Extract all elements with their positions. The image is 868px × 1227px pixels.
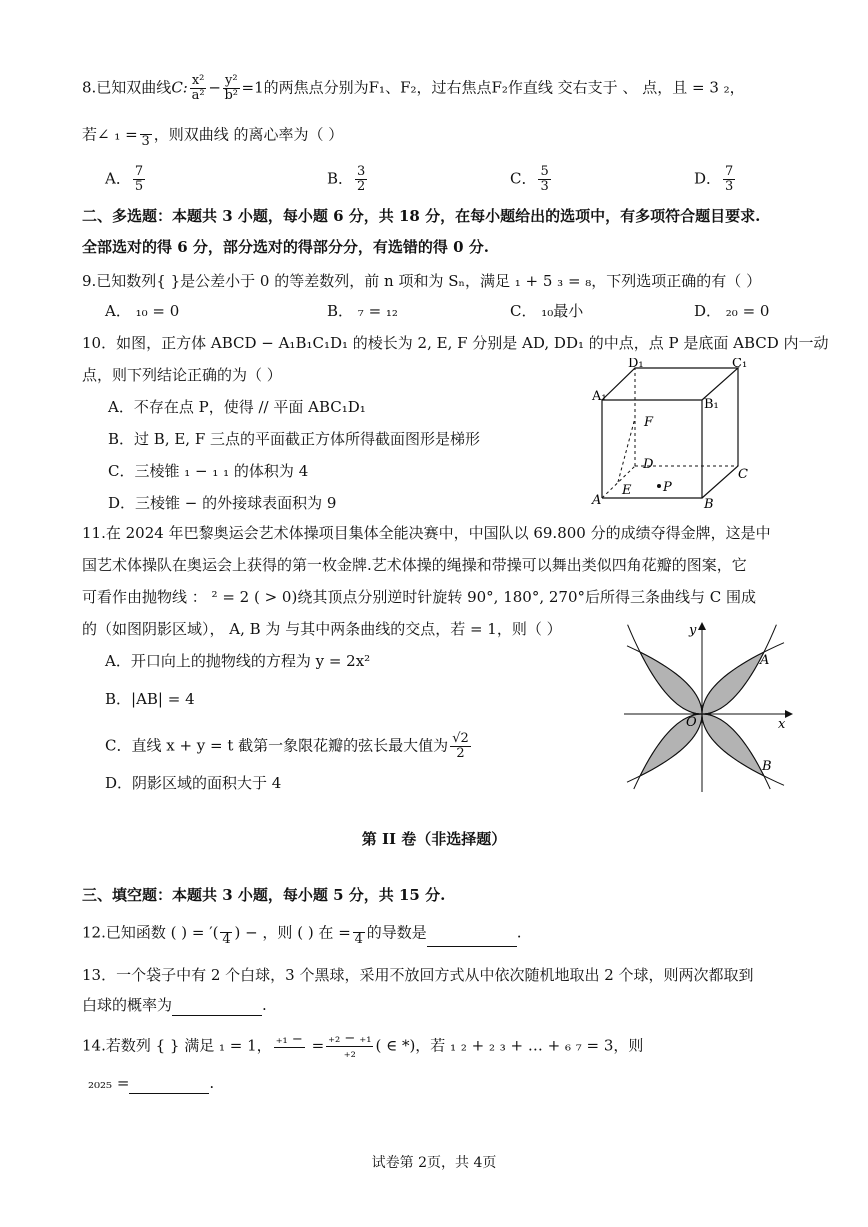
q8-option-b-num: 3 bbox=[357, 164, 366, 179]
q8-line2-b: ，则双曲线 的离心率为（ ） bbox=[153, 125, 344, 144]
cube-label-f: F bbox=[644, 415, 654, 430]
q8-option-b-label: B． bbox=[327, 169, 354, 188]
q14-line1 bbox=[82, 1032, 643, 1061]
q11-option-c-num: √2 bbox=[452, 731, 469, 746]
cube-label-c: C bbox=[738, 467, 748, 482]
cube-label-d: D bbox=[643, 457, 654, 472]
q8-option-c-label: C． bbox=[510, 169, 537, 188]
q12-line bbox=[82, 920, 522, 947]
q12-answer-blank[interactable] bbox=[427, 930, 517, 947]
cube-label-d1: D₁ bbox=[628, 358, 644, 371]
q14-text-b: = bbox=[306, 1036, 325, 1055]
q8-frac-x-den: a² bbox=[191, 88, 205, 103]
cube-top-face bbox=[602, 368, 738, 400]
q14-text-a: 14.若数列 { } 满足 ₁ = 1， bbox=[82, 1036, 272, 1055]
y-axis-arrow-icon bbox=[698, 622, 706, 630]
q8-line2 bbox=[82, 122, 343, 149]
q9-option-d[interactable]: D． ₂₀ = 0 bbox=[694, 302, 770, 320]
q8-option-a-label: A． bbox=[105, 169, 131, 188]
q8-option-c-den: 3 bbox=[540, 179, 549, 194]
part2-title: 第 II 卷（非选择题） bbox=[361, 830, 507, 848]
cube-label-c1: C₁ bbox=[732, 358, 748, 371]
q8-frac-x-num: x² bbox=[191, 73, 205, 88]
cube-label-a: A bbox=[592, 493, 602, 508]
flower-label-a: A bbox=[760, 653, 770, 668]
q8-frac-x bbox=[190, 74, 207, 103]
q14-answer-blank[interactable] bbox=[129, 1077, 209, 1094]
flower-label-b: B bbox=[762, 759, 772, 774]
q8-line2-a: 若∠ ₁ = bbox=[82, 125, 138, 144]
q12-frac2-den: 4 bbox=[354, 932, 363, 947]
q10-option-b[interactable]: B．过 B, E, F 三点的平面截正方体所得截面图形是梯形 bbox=[108, 430, 481, 448]
section2-line2: 全部选对的得 6 分，部分选对的得部分分，有选错的得 0 分. bbox=[82, 238, 489, 256]
q8-option-b-frac bbox=[355, 165, 367, 194]
q11-option-c-text: C．直线 x + y = t 截第一象限花瓣的弦长最大值为 bbox=[105, 736, 449, 755]
cube-figure bbox=[590, 358, 760, 510]
q11-option-c[interactable] bbox=[105, 732, 473, 761]
cube-label-e: E bbox=[622, 483, 632, 498]
cube-point-p bbox=[657, 484, 661, 488]
q14-end: . bbox=[209, 1074, 215, 1092]
q13-answer-blank[interactable] bbox=[172, 999, 262, 1016]
q12-text-b: ) − ，则 ( ) 在 = bbox=[234, 923, 351, 942]
q14-text-line2: ₂₀₂₅ = bbox=[88, 1074, 130, 1092]
q8-option-a-den: 5 bbox=[134, 179, 144, 194]
q12-frac1-den: 4 bbox=[222, 932, 231, 947]
q14-frac2 bbox=[326, 1032, 373, 1061]
q8-frac-y-den: b² bbox=[224, 88, 239, 103]
q8-text-rest: =1的两焦点分别为F₁、F₂，过右焦点F₂作直线 交右支于 、 点，且 = 3 ₂， bbox=[241, 78, 745, 97]
q9-option-a[interactable]: A． ₁₀ = 0 bbox=[105, 302, 180, 320]
q11-option-a[interactable]: A．开口向上的抛物线的方程为 y = 2x² bbox=[105, 652, 371, 670]
q8-option-d-den: 3 bbox=[725, 179, 734, 194]
q8-option-c[interactable] bbox=[510, 165, 553, 194]
q13-text: 白球的概率为 bbox=[82, 996, 173, 1014]
q11-option-c-den: 2 bbox=[456, 746, 465, 761]
cube-segment-e-f bbox=[618, 418, 635, 482]
q14-frac2-den: ₊₂ bbox=[343, 1046, 356, 1061]
flower-label-o: O bbox=[686, 715, 697, 730]
q8-minus: − bbox=[208, 78, 221, 97]
q11-stem-line1: 11.在 2024 年巴黎奥运会艺术体操项目集体全能决赛中，中国队以 69.800 分的成绩夺得金牌，这是中 bbox=[82, 524, 771, 542]
cube-label-p: P bbox=[663, 480, 672, 495]
q8-frac-y bbox=[223, 74, 240, 103]
q14-frac1 bbox=[274, 1033, 305, 1060]
q14-frac1-den bbox=[274, 1048, 305, 1060]
q12-end: . bbox=[516, 923, 522, 942]
q12-frac2 bbox=[353, 920, 365, 947]
q8-frac-y-num: y² bbox=[224, 73, 238, 88]
flower-figure bbox=[620, 620, 795, 795]
q13-end: . bbox=[262, 996, 267, 1014]
q14-frac2-num: ₊₂ − ₊₁ bbox=[328, 1031, 372, 1046]
q12-text-a: 12.已知函数 ( ) = ′( bbox=[82, 923, 219, 942]
petal-1 bbox=[702, 652, 764, 714]
x-axis-arrow-icon bbox=[785, 710, 793, 718]
q11-stem-line2: 国艺术体操队在奥运会上获得的第一枚金牌.艺术体操的绳操和带操可以舞出类似四角花瓣的图案，它 bbox=[82, 556, 747, 574]
q14-text-c: ( ∈ *)，若 ₁ ₂ + ₂ ₃ + … + ₆ ₇ = 3，则 bbox=[375, 1036, 644, 1055]
petal-4 bbox=[702, 714, 764, 776]
q11-stem-line3: 可看作由抛物线 ： ² = 2 ( > 0)绕其顶点分别逆时针旋转 90°, 180°, 270°后所得三条曲线与 C 围成 bbox=[82, 588, 757, 606]
q10-option-c[interactable]: C．三棱锥 ₁ − ₁ ₁ 的体积为 4 bbox=[108, 462, 309, 480]
q12-frac1 bbox=[220, 920, 232, 947]
cube-label-b: B bbox=[704, 497, 714, 510]
q11-option-c-frac bbox=[450, 732, 471, 761]
q8-option-b[interactable] bbox=[327, 165, 369, 194]
q8-option-c-num: 5 bbox=[540, 164, 549, 179]
cube-label-b1: B₁ bbox=[704, 397, 719, 412]
q8-option-a[interactable] bbox=[105, 165, 147, 194]
q8-option-a-num: 7 bbox=[134, 164, 144, 179]
flower-label-y: y bbox=[689, 623, 697, 638]
q8-option-a-frac bbox=[133, 165, 145, 194]
q12-text-c: 的导数是 bbox=[366, 923, 427, 942]
q11-stem-line4: 的（如图阴影区域）， A, B 为 与其中两条曲线的交点，若 = 1，则（ ） bbox=[82, 620, 562, 638]
flower-label-x: x bbox=[778, 717, 786, 732]
q10-option-d[interactable]: D．三棱锥 − 的外接球表面积为 9 bbox=[108, 494, 337, 512]
q8-line1 bbox=[82, 74, 745, 103]
petal-2 bbox=[640, 652, 702, 714]
q13-line1: 13．一个袋子中有 2 个白球，3 个黑球，采用不放回方式从中依次随机地取出 2 个球，则两次都取到 bbox=[82, 966, 754, 984]
q14-frac1-num: ₊₁ − bbox=[275, 1032, 303, 1047]
q8-option-d-label: D． bbox=[694, 169, 722, 188]
q8-angle-frac bbox=[140, 122, 152, 149]
q10-stem-line2: 点，则下列结论正确的为（ ） bbox=[82, 366, 282, 384]
q13-line2 bbox=[82, 994, 267, 1016]
q11-option-d[interactable]: D．阴影区域的面积大于 4 bbox=[105, 774, 282, 792]
q10-stem-line1: 10．如图，正方体 ABCD − A₁B₁C₁D₁ 的棱长为 2, E, F 分别是 AD, DD₁ 的中点，点 P 是底面 ABCD 内一动 bbox=[82, 334, 829, 352]
q8-option-d[interactable] bbox=[694, 165, 737, 194]
q8-option-b-den: 2 bbox=[357, 179, 366, 194]
q14-line2 bbox=[88, 1072, 214, 1094]
q9-stem: 9.已知数列{ }是公差小于 0 的等差数列，前 n 项和为 Sₙ，满足 ₁ + 5 ₃ = ₈，下列选项正确的有（ ） bbox=[82, 272, 762, 290]
q8-option-d-frac bbox=[723, 165, 735, 194]
section3-title: 三、填空题：本题共 3 小题，每小题 5 分，共 15 分. bbox=[82, 886, 446, 904]
page-footer: 试卷第 2页，共 4页 bbox=[371, 1155, 497, 1171]
q9-option-b[interactable]: B． ₇ = ₁₂ bbox=[327, 302, 398, 320]
q8-option-d-num: 7 bbox=[725, 164, 734, 179]
q8-option-c-frac bbox=[538, 165, 550, 194]
q8-text-a: 8.已知双曲线 bbox=[82, 78, 172, 97]
cube-right-face bbox=[702, 368, 738, 498]
section2-line1: 二、多选题：本题共 3 小题，每小题 6 分，共 18 分，在每小题给出的选项中，有多项符合题目要求. bbox=[82, 207, 761, 225]
cube-label-a1: A₁ bbox=[592, 389, 607, 404]
q10-option-a[interactable]: A．不存在点 P，使得 // 平面 ABC₁D₁ bbox=[108, 398, 366, 416]
q8-angle-frac-den: 3 bbox=[141, 134, 150, 149]
q11-option-b[interactable]: B．|AB| = 4 bbox=[105, 690, 195, 708]
q9-option-c[interactable]: C． ₁₀最小 bbox=[510, 302, 584, 320]
q8-eq-c: C: bbox=[171, 78, 188, 97]
